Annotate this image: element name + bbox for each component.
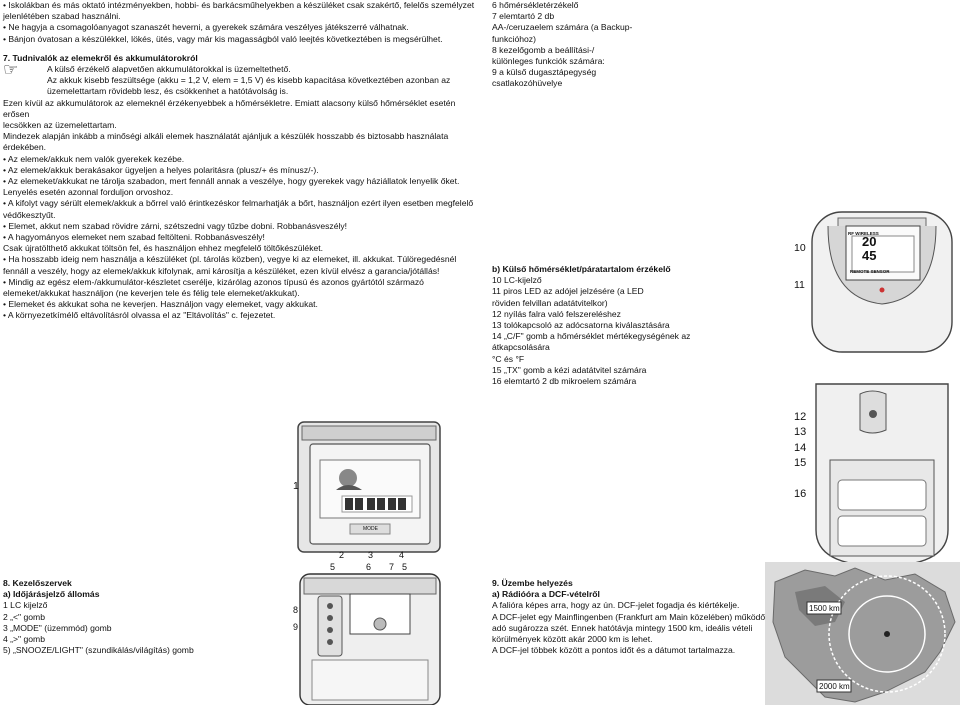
- section-7-line: • A környezetkímélő eltávolításról olvassa el az "Eltávolítás" c. fejezetet.: [3, 310, 276, 321]
- section-9-line: A DCF-jel többek között a pontos időt és a dátumot tartalmazza.: [492, 645, 736, 656]
- mode-button-label: MODE: [363, 526, 378, 532]
- section-9-line: A DCF-jelet egy Mainflingenben (Frankfurt am Main közelében) működő: [492, 611, 766, 622]
- section-8-item: 2 „<" gomb: [3, 611, 45, 622]
- section-7-line: • Elemet, akkut nem szabad rövidre zárni, szétszedni vagy tűzbe dobni. Robbanásveszély!: [3, 220, 348, 231]
- section-b: [492, 264, 750, 387]
- intro-line: • Iskolákban és más oktató intézményekben, hobbi- és barkácsműhelyekben a készüléket csak szakértő, felelős személyzet: [3, 0, 475, 10]
- section-7-line: • Az elemeket/akkukat ne tárolja szabadon, mert fennáll annak a veszélye, hogy gyerekek vagy háziállatok lenyelik őket.: [3, 176, 460, 187]
- component-list-item: 9 a külső dugasztápegység: [492, 67, 597, 78]
- section-7-line: • Elemeket és akkukat soha ne keverjen. Használjon vagy elemeket, vagy akkukat.: [3, 299, 318, 310]
- section-7-title: 7. Tudnivalók az elemekről és akkumulátorokról: [3, 52, 198, 63]
- section-8-item: 5) „SNOOZE/LIGHT" (szundikálás/világítás) gomb: [3, 645, 194, 656]
- section-7-line: Mindezek alapján inkább a minőségi alkáli elemek használatát ajánljuk a készülék hosszabb és biztosabb használata: [3, 131, 449, 142]
- station-back-label-6: 5: [402, 562, 408, 572]
- sensor-temp-digits: 20: [862, 234, 877, 249]
- sensor-panel-footer: REMOTE SENSOR: [850, 269, 890, 274]
- component-list-item: funkcióhoz): [492, 33, 536, 44]
- sensor-back-label-1: 13: [794, 426, 807, 438]
- section-7-line: • Az elemek/akkuk nem valók gyerekek kezébe.: [3, 153, 185, 164]
- section-7-line: fennáll a veszély, hogy az elemek/akkuk kifolynak, ami károsítja a készüléket, ezen kívül elvész a garancia/jótállás!: [3, 265, 440, 276]
- station-back-label-3: 5: [330, 562, 336, 572]
- right-top-list: [492, 0, 750, 90]
- section-8-title: 8. Kezelőszervek: [3, 578, 72, 588]
- section-7-line: • Ha hosszabb ideig nem használja a készüléket (pl. tárolás közben), vegye ki az elemeket, ill. akkukat. Túlöregedésnél: [3, 254, 457, 265]
- station-back-label-2: 4: [399, 550, 405, 560]
- sensor-panel-title: RF WIRELESS: [848, 231, 879, 236]
- section-8-item: 3 „MODE" (üzemmód) gomb: [3, 622, 112, 633]
- section-7-line: Ezen kívül az akkumulátorok az elemeknél érzékenyebbek a hőmérsékletre. Emiatt alacsony külső hőmérséklet esetén erősen: [3, 97, 456, 119]
- section-7-line: • A hagyományos elemeket nem szabad feltölteni. Robbanásveszély!: [3, 232, 265, 243]
- section-9: [492, 578, 772, 656]
- section-7-body: [3, 98, 479, 322]
- sensor-back-label-2: 14: [794, 442, 807, 454]
- station-back-label-7: 8: [293, 605, 299, 615]
- section-b-item: 13 tolókapcsoló az adócsatorna kiválasztására: [492, 320, 670, 331]
- section-8-item: 1 LC kijelző: [3, 600, 48, 611]
- section-9-line: körülmények között akár 2000 km is lehet.: [492, 634, 653, 645]
- station-back-label-0: 2: [339, 550, 345, 560]
- section-8: [3, 578, 283, 656]
- section-b-item: 15 „TX" gomb a kézi adatátvitel számára: [492, 364, 647, 375]
- label-10: 10: [794, 242, 806, 254]
- map-label-1500: 1500 km: [809, 604, 840, 613]
- left-column: [3, 0, 479, 322]
- section-b-item: 12 nyílás falra való felszereléshez: [492, 308, 621, 319]
- section-b-item: 10 LC-kijelző: [492, 275, 542, 286]
- section-9-title: 9. Üzembe helyezés: [492, 578, 573, 588]
- station-back-figure: [290, 560, 450, 705]
- section-7-line: védőkesztyűt.: [3, 209, 56, 220]
- section-7-note: [3, 60, 479, 98]
- sensor-back-label-4: 16: [794, 488, 807, 500]
- station-back-label-1: 3: [368, 550, 374, 560]
- pointing-hand-icon: ☞: [3, 60, 19, 80]
- section-7-line: Lenyelés esetén azonnal forduljon orvoshoz.: [3, 187, 174, 198]
- sensor-back-label-3: 15: [794, 457, 807, 469]
- section-b-item: °C és °F: [492, 353, 525, 364]
- component-list-item: 6 hőmérsékletérzékelő: [492, 0, 579, 10]
- europe-map-figure: [765, 562, 960, 705]
- component-list-item: különleges funkciók számára:: [492, 56, 605, 67]
- section-b-item: röviden felvillan adatátvitelkor): [492, 297, 608, 308]
- section-9-subtitle: a) Rádióóra a DCF-vételről: [492, 589, 600, 600]
- station-back-label-5: 7: [389, 562, 395, 572]
- section-b-item: 14 „C/F" gomb a hőmérséklet mértékegységének az átkapcsolására: [492, 331, 691, 353]
- section-7-line: érdekében.: [3, 142, 47, 153]
- section-7-line: • Mindig az egész elem-/akkumulátor-készletet cserélje, kizárólag azonos típusú és azonos gyártótól származó: [3, 276, 424, 287]
- section-7-line: elemeket/akkukat használjon (ne keverjen tele és félig tele elemeket/akkukat).: [3, 288, 300, 299]
- intro-bullets: [3, 0, 479, 45]
- section-9-line: A falióra képes arra, hogy az ún. DCF-jelet fogadja és kiértékelje.: [492, 600, 740, 611]
- component-list-item: csatlakozóhüvelye: [492, 78, 563, 89]
- component-list-item: AA-/ceruzaelem számára (a Backup-: [492, 22, 633, 33]
- section-b-item: 11 piros LED az adójel jelzésére (a LED: [492, 286, 644, 297]
- section-8-subtitle: a) Időjárásjelző állomás: [3, 589, 100, 600]
- section-7-line: Csak újratölthető akkukat töltsön fel, és használjon ehhez megfelelő töltőkészüléket.: [3, 243, 324, 254]
- section-7-note-line: A külső érzékelő alapvetően akkumulátorokkal is üzemeltethető.: [47, 64, 291, 75]
- component-list-item: 7 elemtartó 2 db: [492, 11, 555, 22]
- section-7-note-line: üzemelettartam rövidebb lesz, és csökkenhet a hatótávolság is.: [47, 86, 289, 97]
- sensor-humidity-digits: 45: [862, 248, 877, 263]
- weather-station-figure: [290, 418, 450, 560]
- figure-1-label: 1: [293, 480, 299, 492]
- station-back-label-8: 9: [293, 622, 299, 632]
- section-7-line: lecsökken az üzemelettartam.: [3, 120, 117, 131]
- label-11: 11: [794, 279, 805, 291]
- intro-line: jelenlétében szabad használni.: [3, 11, 121, 22]
- section-b-item: 16 elemtartó 2 db mikroelem számára: [492, 376, 637, 387]
- section-7-line: • A kifolyt vagy sérült elemek/akkuk a bőrrel való érintkezéskor felmarhatják a bőrt, használjon ezért ilyen esetben megfelelő: [3, 198, 474, 209]
- section-8-item: 4 „>" gomb: [3, 634, 45, 645]
- station-back-label-4: 6: [366, 562, 372, 572]
- section-b-title: b) Külső hőmérséklet/páratartalom érzékelő: [492, 264, 671, 274]
- map-label-2000: 2000 km: [819, 682, 850, 691]
- section-9-line: adó sugározza szét. Ennek hatótávja mintegy 1500 km, ideális vételi: [492, 622, 753, 633]
- sensor-back-label-0: 12: [794, 411, 807, 423]
- intro-line: • Bánjon óvatosan a készülékkel, lökés, ütés, vagy már kis magasságból való leejtés következtében is megsérülhet.: [3, 33, 443, 44]
- component-list-item: 8 kezelőgomb a beállítási-/: [492, 44, 595, 55]
- intro-line: • Ne hagyja a csomagolóanyagot szanaszét heverni, a gyerekek számára veszélyes játékszerré válhatnak.: [3, 22, 409, 33]
- sensor-back-figure: [812, 380, 952, 570]
- section-7-line: • Az elemek/akkuk berakásakor ügyeljen a helyes polaritásra (plusz/+ és mínusz/-).: [3, 164, 319, 175]
- remote-sensor-figure: [808, 208, 956, 356]
- section-7-note-line: Az akkuk kisebb feszültsége (akku = 1,2 V, elem = 1,5 V) és kisebb kapacitása következtében azonban az: [47, 75, 451, 86]
